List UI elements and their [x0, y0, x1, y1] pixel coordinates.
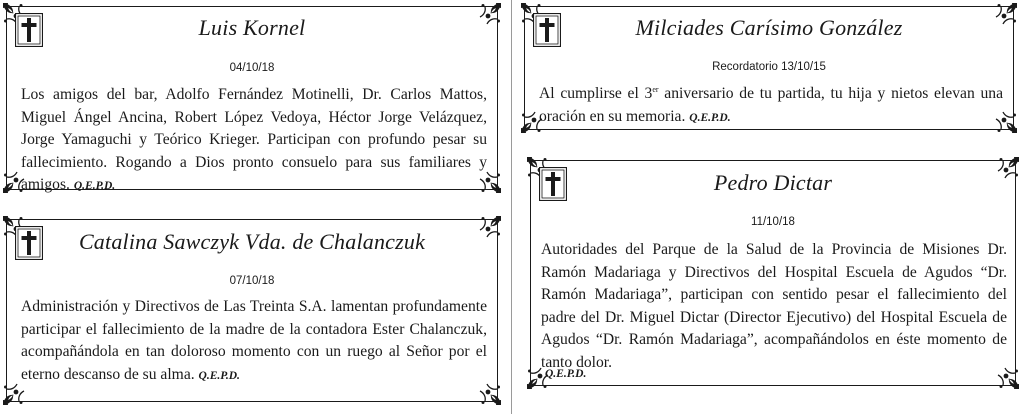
deceased-name: Luis Kornel	[198, 15, 306, 40]
qepd-signoff: Q.E.P.D.	[689, 111, 731, 124]
notice-date: 11/10/18	[751, 216, 795, 228]
obituary-notice-sawczyk	[6, 219, 498, 402]
obituary-notice-dictar	[530, 160, 1016, 386]
obituary-notice-carisimo	[524, 6, 1014, 130]
qepd-signoff: Q.E.P.D.	[73, 180, 116, 193]
notice-text	[21, 296, 487, 387]
deceased-name: Pedro Dictar	[713, 170, 833, 195]
deceased-name: Catalina Sawczyk Vda. de Chalanczuk	[78, 229, 426, 254]
notice-message-end: aniversario de tu partida, tu hija y nietos elevan una oración en su memoria.	[539, 85, 1003, 125]
ordinal-suffix: er	[652, 85, 659, 94]
notice-message: Los amigos del bar, Adolfo Fernández Motinelli, Dr. Carlos Mattos, Miguel Ángel Ancina, Robert López Vedoya, Héctor Jorge Velázquez, Jorge Yamaguchi y Teórico Krieger. Participan con profundo pesar su fallecimiento. Rogando a Dios pronto consuelo para sus familiares y amigos.	[21, 86, 487, 194]
notice-date: 04/10/18	[229, 62, 275, 74]
notice-message-start: Al cumplirse el 3	[539, 85, 653, 102]
obituary-notice-kornel	[6, 6, 498, 194]
notice-date: 07/10/18	[229, 275, 275, 287]
notice-text	[541, 239, 1007, 375]
column-divider	[511, 0, 512, 414]
notice-message: Autoridades del Parque de la Salud de la Provincia de Misiones Dr. Ramón Madariaga y Directivos del Hospital Escuela de Agudos “Dr. Ramón Madariaga”, participan con sentido pesar el fallecimiento del padre del Dr. Miguel Dictar (Director Ejecutivo) del Hospital Escuela de Agudos “Dr. Ramón Madariaga”, acompañándolos en éste momento de tanto dolor.	[541, 241, 1007, 371]
notice-date: Recordatorio 13/10/15	[712, 61, 826, 73]
notice-text	[21, 84, 487, 198]
deceased-name: Milciades Carísimo González	[635, 15, 903, 40]
qepd-signoff: Q.E.P.D.	[198, 369, 240, 382]
notice-message: Administración y Directivos de Las Treinta S.A. lamentan profundamente participar el fallecimiento de la madre de la contadora Ester Chalanczuk, acompañándola en tan doloroso momento con un ruego al Señor por el eterno descanso de su alma.	[21, 298, 487, 383]
notice-text	[539, 83, 1003, 129]
qepd-signoff: Q.E.P.D.	[545, 368, 587, 380]
